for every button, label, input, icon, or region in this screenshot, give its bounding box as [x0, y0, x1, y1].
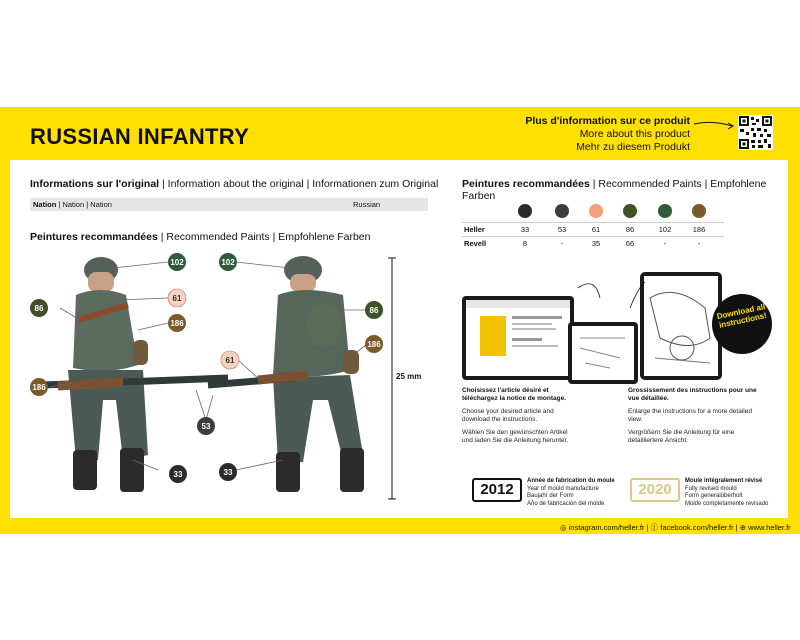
- mould-year-en: Year of mould manufacture: [527, 485, 599, 492]
- callout-61-right: 61: [225, 356, 235, 365]
- step-1-de: Wählen Sie den gewünschten Artikel und laden Sie die Anleitung herunter.: [462, 429, 569, 444]
- paints-left-heading-rest: | Recommended Paints | Empfohlene Farben: [157, 231, 371, 243]
- paints-left-heading: [30, 231, 370, 243]
- revised-year-en: Fully revised mould: [685, 485, 737, 492]
- paints-table: [462, 200, 792, 252]
- callout-186-left: 186: [170, 319, 184, 328]
- paint-swatch-6: [692, 204, 706, 218]
- revell-value-1: 8: [522, 239, 528, 248]
- revell-value-5: -: [663, 239, 667, 248]
- globe-icon: ⊕: [739, 523, 747, 532]
- nation-value: Russian: [353, 200, 381, 209]
- more-info-block: [525, 115, 690, 154]
- paint-swatch-4: [623, 204, 637, 218]
- paint-swatch-3: [589, 204, 603, 218]
- arrow-icon-1: [578, 284, 600, 298]
- more-info-fr: Plus d'information sur ce produit: [525, 115, 690, 127]
- soldier-figure-left: [43, 257, 228, 492]
- paint-swatch-5: [658, 204, 672, 218]
- nation-label: [33, 200, 112, 209]
- revell-value-4: 66: [625, 239, 635, 248]
- scale-label: 25 mm: [396, 372, 422, 381]
- nation-row: [30, 198, 428, 211]
- instagram-icon: ◎: [560, 523, 567, 532]
- heller-value-2: 53: [557, 225, 567, 234]
- more-info-de: Mehr zu diesem Produkt: [576, 141, 690, 153]
- callout-53: 53: [201, 422, 211, 431]
- mould-year-value: 2012: [480, 481, 514, 498]
- mould-year-es: Año de fabricación del molde: [527, 500, 605, 507]
- mould-year-fr: Année de fabrication du moule: [527, 478, 615, 484]
- heller-value-1: 33: [520, 225, 530, 234]
- tablet-icon: [568, 322, 638, 384]
- revised-year-es: Molde completamente revisado: [685, 500, 769, 507]
- paints-right-heading-fr: Peintures recommandées: [462, 178, 590, 190]
- callout-61-left: 61: [172, 294, 182, 303]
- original-info-heading: [30, 178, 438, 190]
- heller-value-6: 186: [692, 225, 706, 234]
- step-2-en: Enlarge the instructions for a more detailed view.: [628, 408, 752, 423]
- soldier-figure-right: [208, 256, 364, 492]
- facebook-link[interactable]: facebook.com/heller.fr: [660, 523, 734, 532]
- heller-value-4: 86: [625, 225, 635, 234]
- instagram-link[interactable]: instagram.com/heller.fr: [568, 523, 645, 532]
- revell-value-3: 35: [591, 239, 601, 248]
- mould-year-de: Baujahr der Form: [527, 493, 574, 499]
- callout-33-left: 33: [173, 470, 183, 479]
- paints-right-heading: [462, 178, 800, 202]
- callout-86-left: 86: [34, 304, 44, 313]
- paints-right-heading-rest: | Recommended Paints | Empfohlene Farben: [462, 178, 767, 202]
- page-title: RUSSIAN INFANTRY: [30, 124, 250, 149]
- figures-illustration: [28, 250, 388, 502]
- callout-102-left: 102: [170, 258, 184, 267]
- revell-value-6: -: [697, 239, 701, 248]
- nation-label-rest: | Nation | Nation: [56, 200, 112, 209]
- footer-links: ◎ instagram.com/heller.fr | ⓕ facebook.com/heller.fr | ⊕ www.heller.fr: [560, 523, 791, 532]
- arrow-icon: [692, 118, 736, 132]
- heller-value-5: 102: [658, 225, 672, 234]
- paint-swatch-2: [555, 204, 569, 218]
- callout-102-right: 102: [221, 258, 235, 267]
- more-info-en: More about this product: [579, 128, 690, 140]
- devices-illustration: [460, 268, 790, 386]
- brand-revell: Revell: [464, 239, 487, 248]
- web-link[interactable]: www.heller.fr: [748, 523, 791, 532]
- phone-icon: [640, 272, 722, 380]
- revised-year-text: [685, 478, 785, 508]
- callout-86-right: 86: [369, 306, 379, 315]
- laptop-icon: [462, 296, 574, 380]
- revised-year-fr: Moule intégralement révisé: [685, 478, 763, 484]
- brand-heller: Heller: [464, 225, 485, 234]
- callout-186-right: 186: [367, 340, 381, 349]
- revised-year-de: Form generalüberholt: [685, 493, 743, 499]
- callout-186-left-b: 186: [32, 383, 46, 392]
- mould-year-badge: [472, 478, 522, 502]
- qr-code-icon[interactable]: [738, 115, 773, 150]
- paint-swatch-1: [518, 204, 532, 218]
- heller-value-3: 61: [591, 225, 601, 234]
- original-heading-rest: | Information about the original | Informationen zum Original: [159, 178, 439, 190]
- step-2-fr: Grossissement des instructions pour une vue détaillée.: [628, 387, 757, 402]
- step-1-en: Choose your desired article and download the instructions.: [462, 408, 554, 423]
- step-2-text: [628, 387, 768, 445]
- facebook-icon: ⓕ: [650, 523, 659, 532]
- callout-33-right: 33: [223, 468, 233, 477]
- step-1-text: [462, 387, 574, 445]
- revell-value-2: -: [560, 239, 564, 248]
- revised-year-badge: [630, 478, 680, 502]
- nation-label-bold: Nation: [33, 200, 57, 209]
- step-2-de: Vergrößern Sie die Anleitung für eine detailliertere Ansicht.: [628, 429, 735, 444]
- download-badge-text[interactable]: Download all instructions!: [715, 302, 768, 330]
- mould-year-text: [527, 478, 627, 508]
- step-1-fr: Choisissez l'article désiré et téléchargez la notice de montage.: [462, 387, 567, 402]
- revised-year-value: 2020: [638, 481, 672, 498]
- paints-left-heading-fr: Peintures recommandées: [30, 231, 158, 243]
- original-heading-fr: Informations sur l'original: [30, 178, 160, 190]
